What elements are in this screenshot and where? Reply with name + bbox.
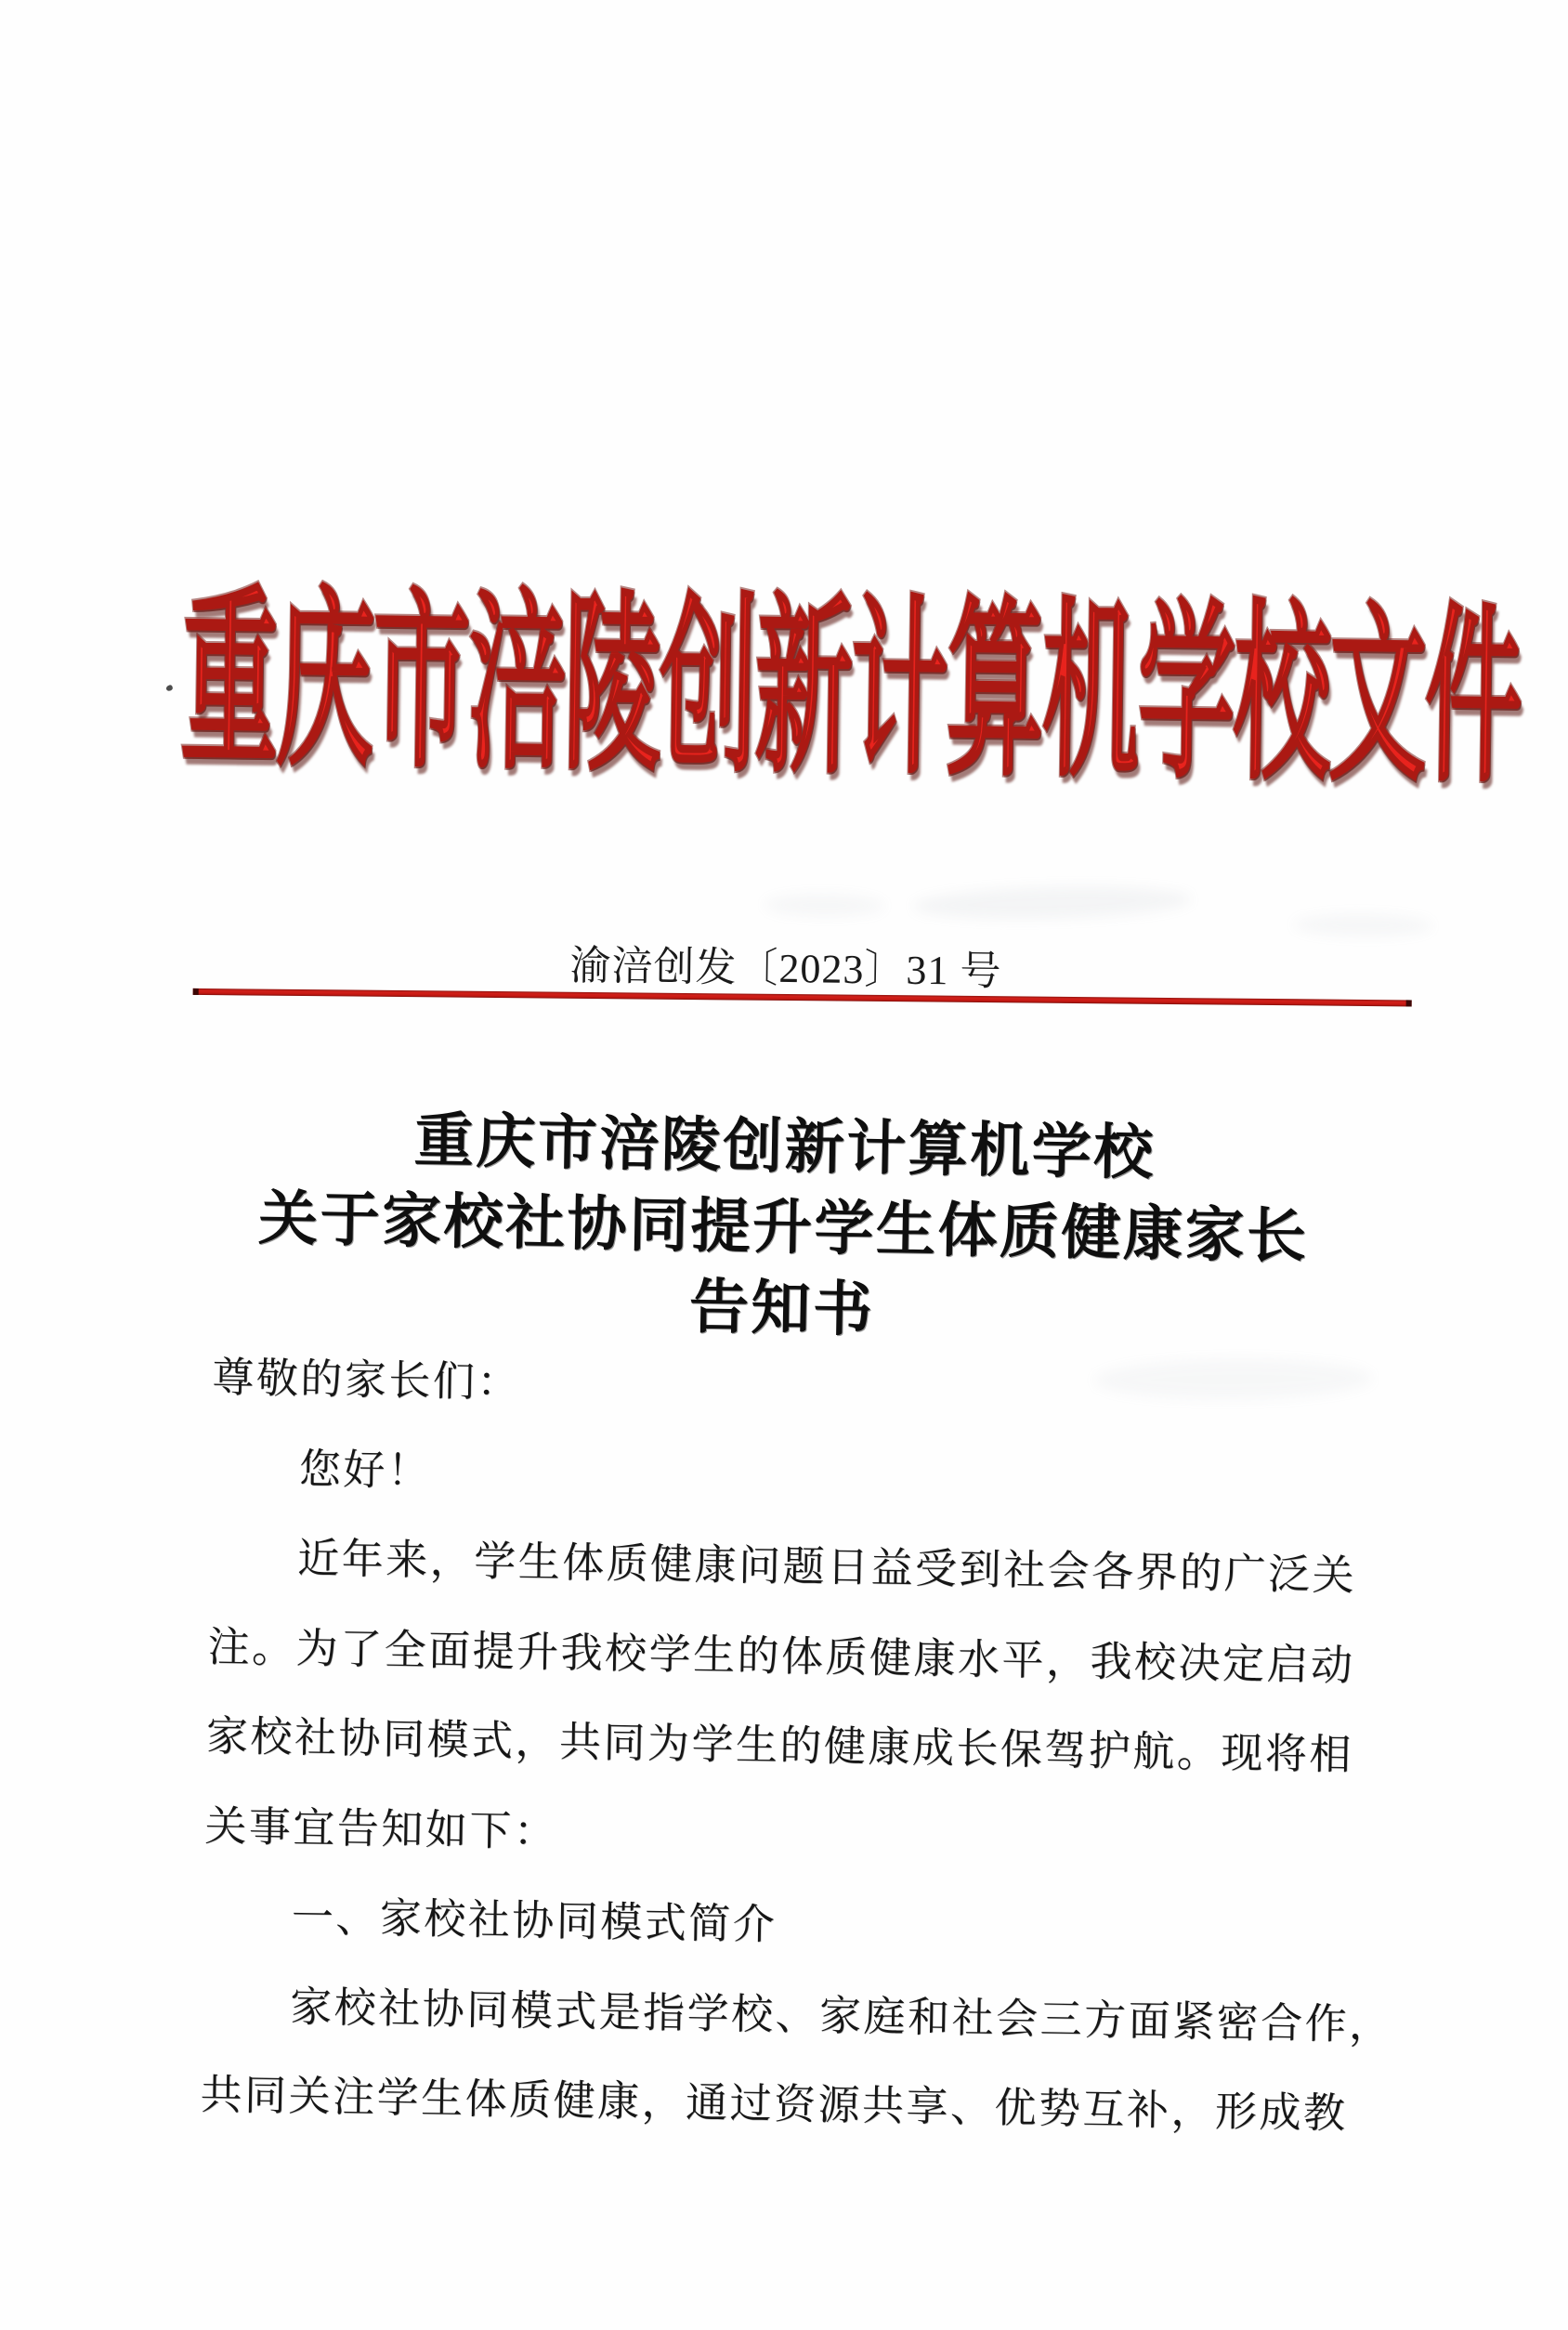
red-header-banner: 重庆市涪陵创新计算机学校文件 [179, 573, 1522, 806]
document-title [0, 1093, 1568, 1362]
body-line: 关事宜告知如下： [204, 1802, 558, 1855]
body-line: 共同关注学生体质健康，通过资源共享、优势互补，形成教 [200, 2071, 1348, 2138]
body-line: 家校社协同模式，共同为学生的健康成长保驾护航。现将相 [205, 1712, 1354, 1779]
body-line: 注。为了全面提升我校学生的体质健康水平，我校决定启动 [207, 1623, 1355, 1689]
title-line-1: 重庆市涪陵创新计算机学校 [413, 1107, 1156, 1186]
document-body [0, 1329, 1568, 2162]
title-line-3: 告知书 [688, 1274, 876, 1343]
scan-smudge [1293, 913, 1432, 936]
body-line: 近年来，学生体质健康问题日益受到社会各界的广泛关 [296, 1535, 1357, 1600]
body-line: 家校社协同模式是指学校、家庭和社会三方面紧密合作， [289, 1983, 1394, 2049]
body-line-section-heading: 一、家校社协同模式简介 [291, 1893, 777, 1948]
scan-artifact-dot [165, 685, 174, 692]
scan-smudge [764, 894, 885, 917]
document-number: 渝涪创发〔2023〕31 号 [569, 942, 1002, 995]
scan-smudge [912, 884, 1192, 923]
title-line-2: 关于家校社协同提升学生体质健康家长 [257, 1185, 1310, 1270]
body-line-salutation: 尊敬的家长们： [212, 1354, 522, 1407]
body-line: 您好！ [298, 1445, 432, 1495]
